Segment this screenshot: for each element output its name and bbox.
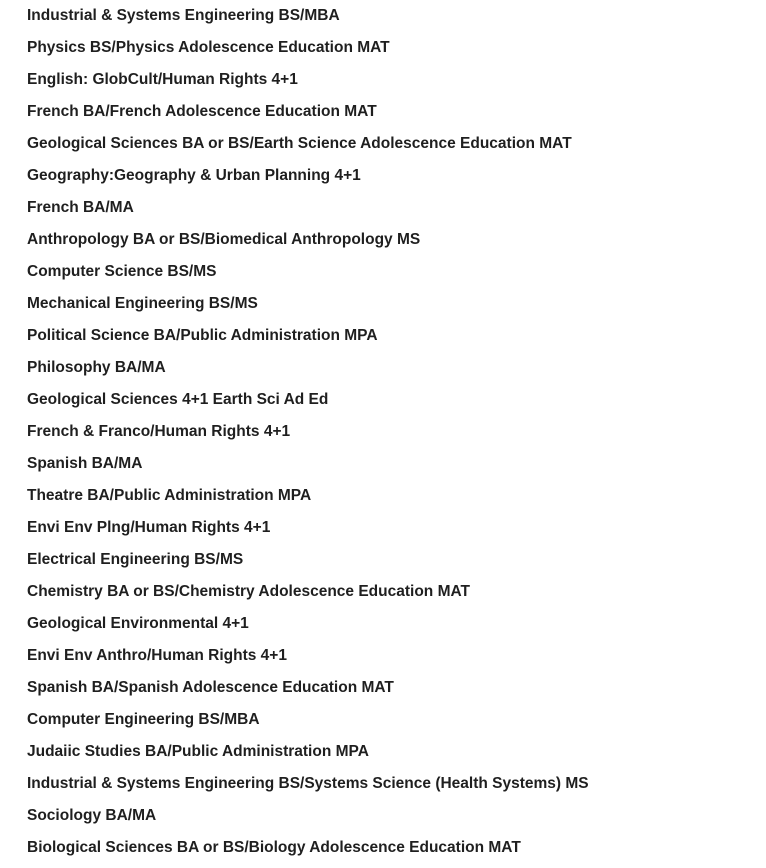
program-link[interactable]: Spanish BA/MA [27, 455, 143, 472]
program-link[interactable]: English: GlobCult/Human Rights 4+1 [27, 71, 298, 88]
program-link[interactable]: Geography:Geography & Urban Planning 4+1 [27, 167, 361, 184]
program-link[interactable]: Judaiic Studies BA/Public Administration MPA [27, 743, 369, 760]
program-link[interactable]: Chemistry BA or BS/Chemistry Adolescence Education MAT [27, 583, 470, 600]
program-link[interactable]: Physics BS/Physics Adolescence Education MAT [27, 39, 390, 56]
program-link[interactable]: Biological Sciences BA or BS/Biology Adolescence Education MAT [27, 839, 521, 856]
program-link[interactable]: Industrial & Systems Engineering BS/MBA [27, 7, 340, 24]
program-link[interactable]: Electrical Engineering BS/MS [27, 551, 244, 568]
program-link[interactable]: Envi Env Anthro/Human Rights 4+1 [27, 647, 287, 664]
program-link[interactable]: Geological Sciences BA or BS/Earth Science Adolescence Education MAT [27, 135, 572, 152]
program-list [27, 0, 766, 864]
program-link[interactable]: Philosophy BA/MA [27, 359, 166, 376]
program-link[interactable]: Sociology BA/MA [27, 807, 157, 824]
program-link[interactable]: French & Franco/Human Rights 4+1 [27, 423, 291, 440]
program-link[interactable]: French BA/French Adolescence Education MAT [27, 103, 377, 120]
program-link[interactable]: Political Science BA/Public Administration MPA [27, 327, 378, 344]
program-link[interactable]: Anthropology BA or BS/Biomedical Anthropology MS [27, 231, 421, 248]
program-link[interactable]: Geological Environmental 4+1 [27, 615, 249, 632]
program-link[interactable]: Computer Science BS/MS [27, 263, 217, 280]
program-link[interactable]: Geological Sciences 4+1 Earth Sci Ad Ed [27, 391, 329, 408]
program-link[interactable]: Mechanical Engineering BS/MS [27, 295, 258, 312]
program-link[interactable]: Computer Engineering BS/MBA [27, 711, 260, 728]
program-link[interactable]: Envi Env Plng/Human Rights 4+1 [27, 519, 271, 536]
program-link[interactable]: Theatre BA/Public Administration MPA [27, 487, 312, 504]
program-link[interactable]: Spanish BA/Spanish Adolescence Education MAT [27, 679, 394, 696]
program-link[interactable]: French BA/MA [27, 199, 134, 216]
program-link[interactable]: Industrial & Systems Engineering BS/Systems Science (Health Systems) MS [27, 775, 589, 792]
